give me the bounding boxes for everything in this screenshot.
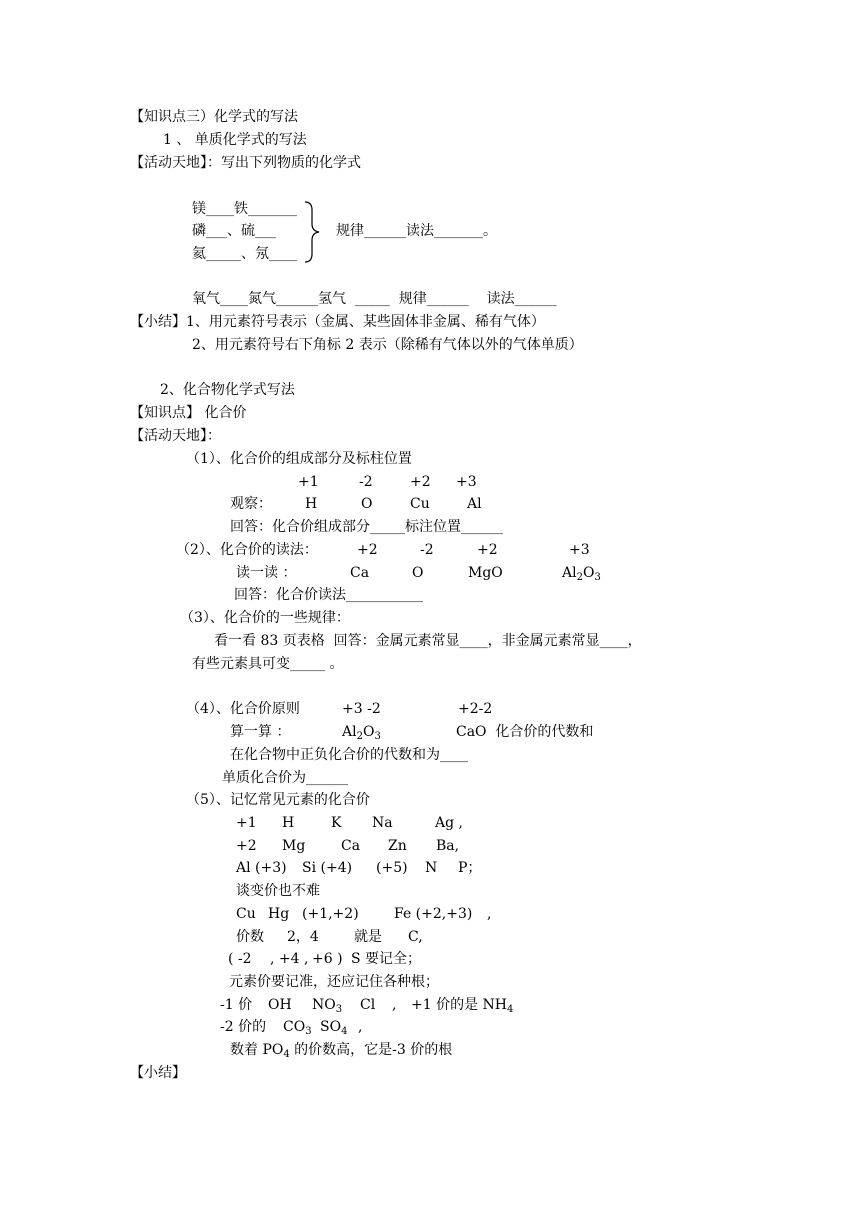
mnemonic-item: Si (+4)	[302, 860, 353, 876]
part3-line-2: 有些元素具可变_____ 。	[192, 656, 344, 672]
part3-heading: （3）、化合价的一些规律：	[180, 610, 350, 626]
radical-co3: $CO_3$	[283, 1019, 312, 1037]
valence-label: +1	[298, 474, 319, 490]
mnemonic-item: Ag ,	[435, 815, 463, 831]
mnemonic-item: Mg	[282, 838, 306, 854]
radical-po4-line: 数着 $PO_4$ 的价数高，它是-3 价的根	[230, 1042, 453, 1060]
subsection-title: 1 、 单质化学式的写法	[163, 132, 307, 148]
mnemonic-item: ,	[487, 906, 492, 922]
part2-answer: 回答：化合价读法___________	[234, 587, 423, 603]
mnemonic-line: 元素价要记准，还应记住各种根；	[229, 974, 439, 990]
mnemonic-item: Fe (+2,+3)	[394, 906, 473, 922]
mnemonic-item: K	[331, 815, 342, 831]
summary-line-1: 【小结】1、用元素符号表示（金属、某些固体非金属、稀有气体）	[130, 314, 545, 330]
part1-heading: （1）、化合价的组成部分及标柱位置	[186, 451, 412, 467]
mnemonic-item: Zn	[388, 838, 407, 854]
element-symbol: O	[412, 565, 424, 581]
mnemonic-item: (+5)	[376, 860, 408, 876]
element-symbol: H	[305, 496, 318, 512]
valence-label: +2	[410, 474, 431, 490]
element-row-2: 磷___、硫___	[192, 223, 276, 239]
mnemonic-item: 价数	[236, 929, 264, 945]
mnemonic-item: Al (+3)	[236, 860, 287, 876]
element-symbol: Ca	[350, 565, 370, 581]
element-row-1: 镁____铁_______	[192, 201, 297, 217]
formula-al2o3: $Al_2O_3$	[342, 724, 381, 742]
part3-line-1: 看一看 83 页表格 回答：金属元素常显____，非金属元素常显____，	[214, 633, 642, 649]
mnemonic-item: P；	[458, 860, 482, 876]
mnemonic-item: (+1,+2)	[302, 906, 359, 922]
mnemonic-item: 就是	[354, 929, 382, 945]
radical-so4: $SO_4$	[320, 1019, 348, 1037]
mnemonic-item: Ca	[341, 838, 361, 854]
summary-heading: 【小结】	[130, 1065, 186, 1081]
mnemonic-item: ( -2	[228, 951, 252, 967]
formula-al2o3: $Al_2O_3$	[562, 565, 601, 583]
valence-label: +2-2	[458, 701, 493, 717]
part4-line-2: 单质化合价为______	[222, 770, 348, 786]
mnemonic-item: Cl	[360, 997, 376, 1013]
mnemonic-item: C,	[408, 929, 423, 945]
radical-no3: $NO_3$	[312, 997, 343, 1015]
mnemonic-item: -2 价的	[220, 1019, 267, 1035]
part4-heading: （4）、化合价原则	[186, 701, 300, 717]
valence-label: -2	[420, 542, 434, 558]
radical-oh: OH	[268, 997, 292, 1013]
activity-heading: 【活动天地】：写出下列物质的化学式	[130, 155, 361, 171]
compound-title: 2、化合物化学式写法	[160, 382, 295, 398]
element-symbol: Cu	[410, 496, 430, 512]
valence-label: -2	[359, 474, 373, 490]
mnemonic-item: H	[282, 815, 295, 831]
mnemonic-item: N	[425, 860, 438, 876]
mnemonic-item: +6 )	[312, 951, 343, 967]
activity-heading-2: 【活动天地】：	[130, 428, 221, 444]
mnemonic-item: Cu	[236, 906, 256, 922]
knowledge-point: 【知识点】 化合价	[130, 405, 247, 421]
valence-label: +2	[357, 542, 378, 558]
mnemonic-item: S 要记全；	[351, 951, 422, 967]
rule-and-reading: 规律______读法_______。	[336, 223, 497, 239]
mnemonic-line: 谈变价也不难	[236, 883, 320, 899]
mnemonic-item: 2，4	[287, 929, 319, 945]
valence-label: +3 -2	[342, 701, 381, 717]
part1-answer: 回答：化合价组成部分_____标注位置______	[230, 519, 503, 535]
part4-line-1: 在化合物中正负化合价的代数和为____	[230, 747, 468, 763]
part5-heading: （5）、记忆常见元素的化合价	[186, 792, 370, 808]
mnemonic-item: +2	[236, 838, 257, 854]
mnemonic-item: +1	[236, 815, 257, 831]
read-label: 读一读 ：	[236, 565, 297, 581]
mnemonic-item: Na	[372, 815, 393, 831]
section-title: 【知识点三）化学式的写法	[130, 109, 298, 125]
observe-label: 观察：	[230, 496, 272, 512]
element-row-3: 氦_____、氖____	[192, 246, 297, 262]
mnemonic-item: -1 价	[220, 997, 253, 1013]
gas-row: 氧气____氮气______氢气 _____ 规律______ 读法______	[192, 291, 557, 307]
mnemonic-item: Hg	[268, 906, 290, 922]
part2-heading: （2）、化合价的读法：	[176, 542, 318, 558]
summary-line-2: 2、用元素符号右下角标 2 表示（除稀有气体以外的气体单质）	[192, 337, 583, 353]
mnemonic-item: Ba,	[436, 838, 460, 854]
valence-label: +2	[477, 542, 498, 558]
valence-label: +3	[569, 542, 590, 558]
calc-label: 算一算 ：	[230, 724, 291, 740]
formula-cao: CaO 化合价的代数和	[456, 724, 594, 740]
valence-label: +3	[456, 474, 477, 490]
mnemonic-item: , +4 ,	[270, 951, 309, 967]
radical-nh4: +1 价的是 $NH_4$	[411, 997, 514, 1015]
mnemonic-item: ,	[392, 997, 397, 1013]
element-symbol: Al	[467, 496, 482, 512]
formula: MgO	[468, 565, 503, 581]
mnemonic-item: ,	[358, 1019, 363, 1035]
right-brace-icon	[303, 200, 325, 264]
element-symbol: O	[361, 496, 373, 512]
